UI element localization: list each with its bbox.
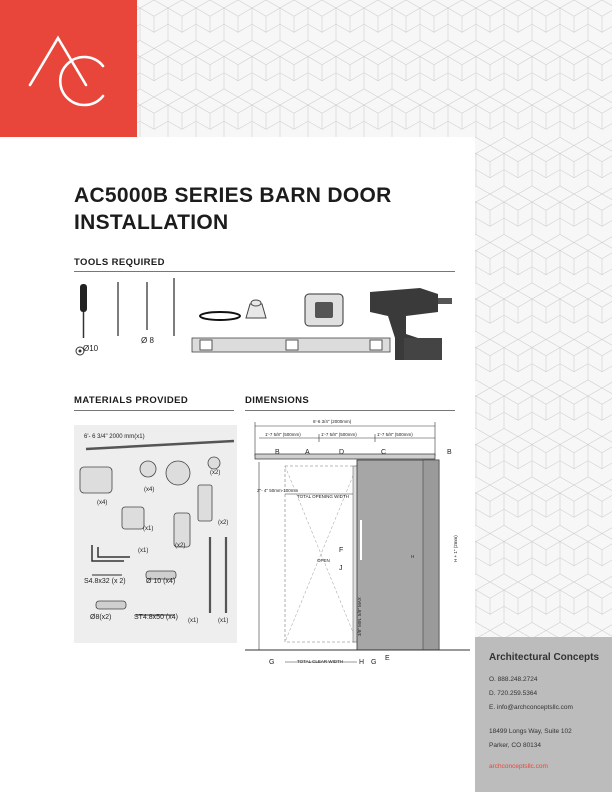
dim-label: H + 1" (2mm) (453, 535, 458, 562)
hanger-icon (174, 513, 190, 547)
qty-label: (x4) (97, 500, 108, 506)
logo (0, 0, 137, 137)
tools-divider (74, 271, 455, 272)
page-title: AC5000B SERIES BARN DOOR INSTALLATION (74, 184, 392, 234)
address-line-2: Parker, CO 80134 (489, 742, 542, 749)
qty-label: (x1) (218, 618, 229, 624)
dim-label: TOTAL OPENING WIDTH (297, 494, 349, 499)
drill-bit-10-label: Ø10 (83, 344, 99, 353)
dim-label: 1'-7 5/8" (500mm) (321, 432, 357, 437)
qty-label: (x1) (138, 548, 149, 554)
tape-measure-icon (305, 294, 343, 326)
dim-label: TOTAL CLEAR WIDTH (297, 659, 344, 664)
dim-label: 6'-6 3/4" (2000mm) (313, 419, 352, 424)
dim-label: H (359, 659, 365, 666)
end-stop-icon (208, 457, 220, 469)
website-link[interactable]: archconceptsllc.com (489, 763, 548, 770)
dim-label: F (339, 547, 344, 554)
materials-illustration (74, 425, 237, 643)
dim-label: 2"- 4" 50mm-100mm (257, 488, 299, 493)
hex-key-icon (92, 545, 130, 561)
dimensions-heading: DIMENSIONS (245, 395, 310, 406)
drill-bit-8-label: Ø 8 (141, 336, 154, 345)
spacer-icon (140, 461, 156, 477)
dim-label: OPEN (317, 558, 330, 563)
qty-label: (x2) (210, 470, 221, 476)
address-line-1: 18499 Longs Way, Suite 102 (489, 728, 572, 735)
dim-label: 3/8" MIN. 5/8" MAX (357, 597, 362, 636)
dim-label: A (305, 449, 310, 456)
rail-drawing (255, 454, 435, 459)
dim-label: C (381, 449, 387, 456)
dimensions-diagram (245, 412, 470, 674)
dim-label: G (371, 659, 377, 666)
qty-label: (x2) (175, 543, 186, 549)
materials-heading: MATERIALS PROVIDED (74, 395, 189, 406)
qty-label: (x2) (218, 520, 229, 526)
phone-direct: D. 720.259.5364 (489, 690, 538, 697)
floor-guide-icon (122, 507, 144, 529)
rail-label: 6'- 6 3/4" 2000 mm(x1) (84, 434, 145, 440)
dim-label: E (385, 655, 390, 662)
rail-icon (86, 441, 234, 449)
dim-label: B (447, 449, 452, 456)
handle-icon (210, 537, 226, 613)
drill-bit-icon (118, 278, 174, 336)
chalk-line-icon (200, 300, 266, 320)
anti-jump-icon (198, 485, 212, 521)
dim-label: J (339, 565, 343, 572)
company-name: Architectural Concepts (489, 652, 600, 663)
dim-label: B (275, 449, 280, 456)
roller-bracket-icon (80, 467, 112, 493)
dim-label: G (269, 659, 275, 666)
materials-divider (74, 410, 234, 411)
dimensions-divider (245, 410, 455, 411)
screw-label: ST4.8x50 (x4) (134, 614, 178, 621)
qty-label: (x4) (144, 487, 155, 493)
phone-office: O. 888.248.2724 (489, 676, 538, 683)
dim-label: 1'-7 5/8" (500mm) (265, 432, 301, 437)
email[interactable]: E. info@archconceptsllc.com (489, 704, 573, 711)
tools-heading: TOOLS REQUIRED (74, 257, 165, 268)
screw-label: S4.8x32 (x 2) (84, 578, 126, 585)
roller-icon (166, 461, 190, 485)
dim-label: D (339, 449, 345, 456)
anchor-icon (96, 571, 176, 609)
logo-mark (0, 0, 137, 137)
level-icon (192, 338, 390, 352)
anchor-label: Ø 10 (x4) (146, 578, 176, 585)
qty-label: (x1) (143, 526, 154, 532)
dim-label: 1'-7 5/8" (500mm) (377, 432, 413, 437)
anchor-label: Ø8(x2) (90, 614, 112, 621)
tools-illustration (70, 276, 470, 371)
dim-label: H (411, 554, 415, 559)
qty-label: (x1) (188, 618, 199, 624)
